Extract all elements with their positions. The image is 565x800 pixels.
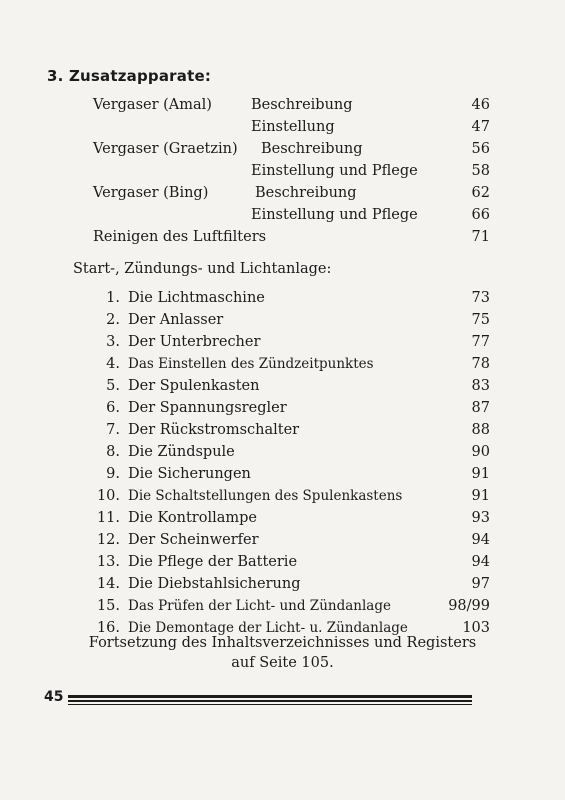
entry-name: Vergaser (Amal) — [93, 97, 212, 113]
entry-page: 58 — [471, 163, 490, 179]
item-text: Der Unterbrecher — [128, 334, 261, 350]
item-page: 94 — [471, 532, 490, 548]
item-page: 103 — [462, 620, 490, 636]
item-page: 91 — [471, 466, 490, 482]
item-number: 7. — [106, 422, 120, 438]
footer-rule-thin — [68, 704, 472, 705]
item-text: Die Diebstahlsicherung — [128, 576, 301, 592]
page-number: 45 — [44, 689, 64, 705]
item-page: 90 — [471, 444, 490, 460]
footer-rule-middle — [68, 700, 472, 702]
continuation-note-line1: Fortsetzung des Inhaltsverzeichnisses und Registers — [88, 635, 477, 651]
continuation-note-line2: auf Seite 105. — [231, 655, 334, 671]
item-number: 12. — [96, 532, 120, 548]
item-text: Der Scheinwerfer — [128, 532, 259, 548]
subsection-title: Start-, Zündungs- und Lichtanlage: — [73, 261, 332, 277]
item-number: 5. — [106, 378, 120, 394]
footer-rule-thick — [68, 695, 472, 698]
entry-page: 62 — [471, 185, 490, 201]
item-page: 73 — [471, 290, 490, 306]
item-number: 13. — [96, 554, 120, 570]
list-item — [86, 397, 490, 419]
entry-desc: Beschreibung — [261, 141, 363, 157]
toc-entry — [93, 116, 490, 138]
list-item — [86, 331, 490, 353]
entry-desc: Beschreibung — [255, 185, 357, 201]
item-text: Der Spulenkasten — [128, 378, 260, 394]
item-page: 91 — [471, 488, 490, 504]
item-page: 94 — [471, 554, 490, 570]
item-text: Die Kontrollampe — [128, 510, 257, 526]
item-text: Das Einstellen des Zündzeitpunktes — [128, 356, 374, 372]
item-page: 88 — [471, 422, 490, 438]
item-page: 98/99 — [448, 598, 490, 614]
toc-entry — [93, 182, 490, 204]
list-item — [86, 573, 490, 595]
section-title: 3. Zusatzapparate: — [47, 67, 212, 85]
list-item — [86, 287, 490, 309]
toc-entry — [93, 204, 490, 226]
item-text: Die Schaltstellungen des Spulenkastens — [128, 488, 403, 504]
entry-name: Reinigen des Luftfilters — [93, 229, 267, 245]
list-item — [86, 463, 490, 485]
toc-entry — [93, 160, 490, 182]
item-page: 83 — [471, 378, 490, 394]
list-item — [86, 419, 490, 441]
list-item — [86, 529, 490, 551]
entry-desc: Beschreibung — [251, 97, 353, 113]
item-page: 97 — [471, 576, 490, 592]
entry-name: Vergaser (Graetzin) — [93, 141, 238, 157]
entry-page: 66 — [471, 207, 490, 223]
item-page: 77 — [471, 334, 490, 350]
item-text: Der Spannungsregler — [128, 400, 287, 416]
entry-page: 56 — [471, 141, 490, 157]
item-page: 75 — [471, 312, 490, 328]
item-number: 4. — [106, 356, 120, 372]
list-item — [86, 441, 490, 463]
item-number: 16. — [96, 620, 120, 636]
item-page: 93 — [471, 510, 490, 526]
entry-desc: Einstellung und Pflege — [251, 163, 418, 179]
entry-page: 46 — [471, 97, 490, 113]
item-number: 1. — [106, 290, 120, 306]
list-item — [86, 353, 490, 375]
item-number: 11. — [96, 510, 120, 526]
item-number: 10. — [96, 488, 120, 504]
entry-desc: Einstellung und Pflege — [251, 207, 418, 223]
toc-entry — [93, 226, 490, 248]
list-item — [86, 595, 490, 617]
item-text: Das Prüfen der Licht- und Zündanlage — [128, 598, 391, 614]
list-item — [86, 485, 490, 507]
item-text: Der Rückstromschalter — [128, 422, 300, 438]
item-text: Der Anlasser — [128, 312, 224, 328]
toc-entry — [93, 138, 490, 160]
list-item — [86, 309, 490, 331]
item-number: 14. — [96, 576, 120, 592]
item-text: Die Sicherungen — [128, 466, 251, 482]
list-item — [86, 551, 490, 573]
entry-page: 47 — [471, 119, 490, 135]
item-number: 15. — [96, 598, 120, 614]
list-item — [86, 507, 490, 529]
item-text: Die Zündspule — [128, 444, 235, 460]
item-number: 6. — [106, 400, 120, 416]
entry-page: 71 — [471, 229, 490, 245]
item-number: 8. — [106, 444, 120, 460]
entry-desc: Einstellung — [251, 119, 335, 135]
item-page: 78 — [471, 356, 490, 372]
item-number: 3. — [106, 334, 120, 350]
item-text: Die Lichtmaschine — [128, 290, 265, 306]
item-page: 87 — [471, 400, 490, 416]
toc-entry — [93, 94, 490, 116]
item-text: Die Demontage der Licht- u. Zündanlage — [128, 620, 408, 636]
entry-name: Vergaser (Bing) — [93, 185, 209, 201]
list-item — [86, 375, 490, 397]
item-text: Die Pflege der Batterie — [128, 554, 298, 570]
item-number: 2. — [106, 312, 120, 328]
item-number: 9. — [106, 466, 120, 482]
